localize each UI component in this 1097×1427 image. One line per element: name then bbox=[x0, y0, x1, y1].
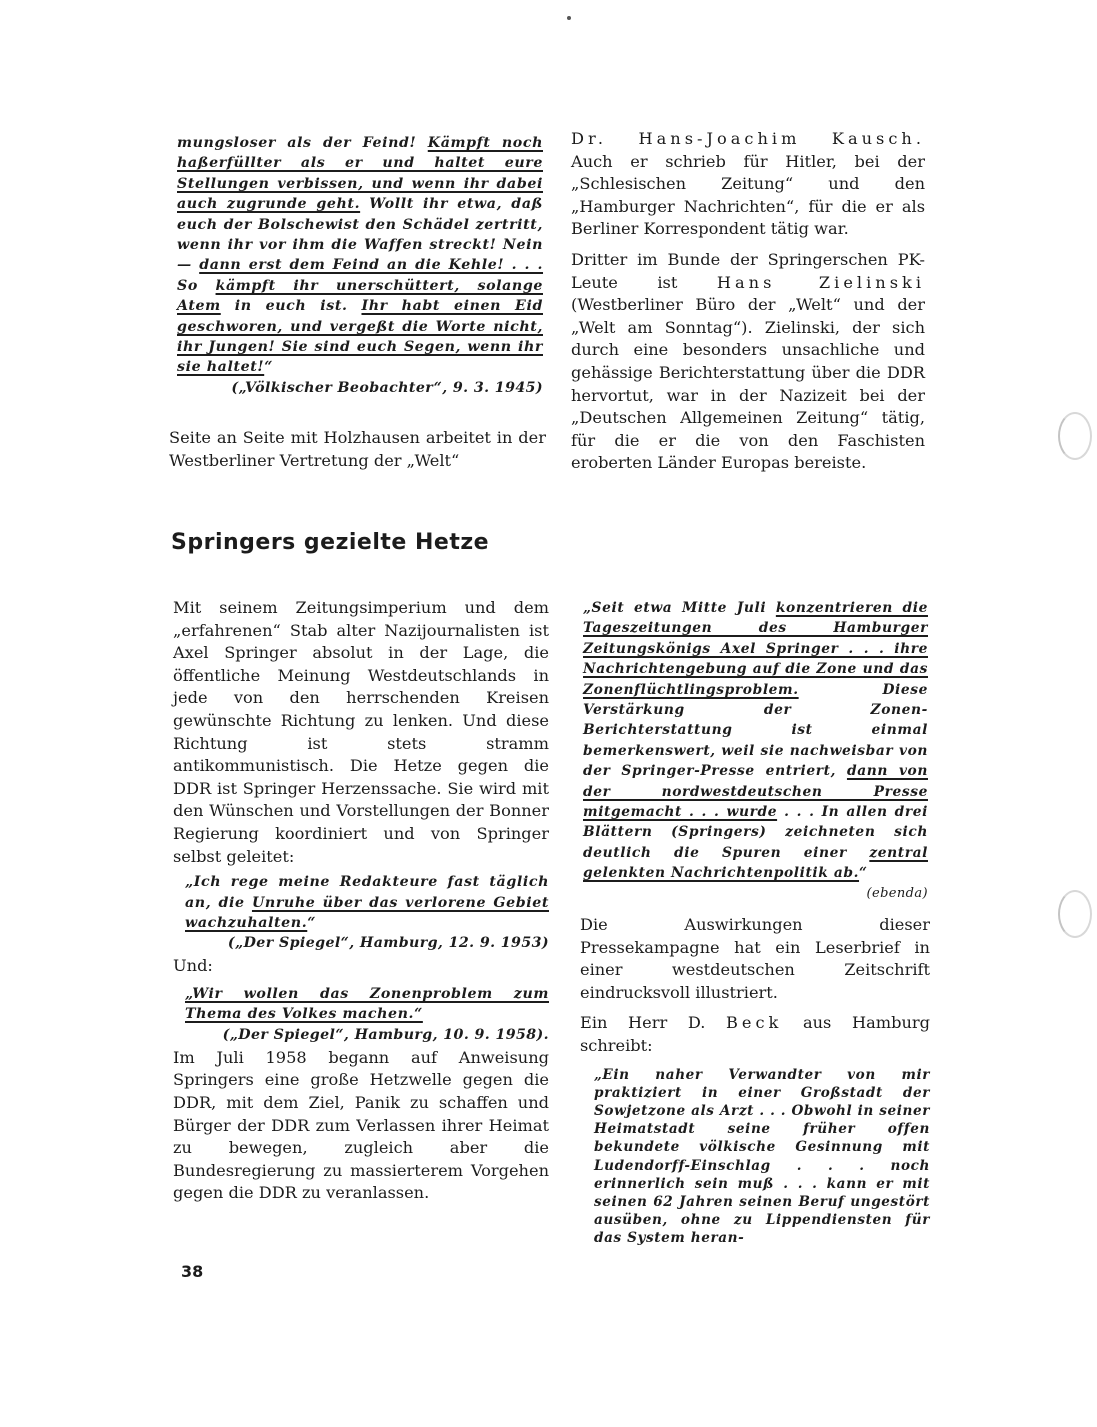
body-paragraph: Mit seinem Zeitungsimperium und dem „erfahrenen“ Stab alter Nazijournalisten ist Axel Springer absolut in der Lage, die öffentliche Meinung Westdeutschlands in jede von den herrschenden Kreisen gewünschte Richtung zu lenken. Und diese Richtung ist stets stramm antikommunistisch. Die Hetze gegen die DDR ist Springer Herzenssache. Sie wird mit den Wünschen und Vorstellungen der Bonner Regierung koordiniert und von Springer selbst geleitet: bbox=[173, 598, 549, 866]
quote-source: („Völkischer Beobachter“, 9. 3. 1945) bbox=[231, 379, 543, 396]
quote-underlined-text: Ihr habt einen Eid geschworen, und vergeßt die Worte nicht, ihr Jungen! Sie sind euch Segen, wenn ihr sie haltet! bbox=[177, 298, 543, 376]
ebenda-quote bbox=[583, 598, 928, 884]
bottom-right-text bbox=[580, 914, 930, 1248]
nazi-quote bbox=[177, 133, 543, 378]
page-number: 38 bbox=[181, 1262, 204, 1281]
quote-text: in euch ist. bbox=[220, 298, 362, 315]
quote-underlined-text: dann von der nordwestdeutschen Presse mitgemacht . . . wurde bbox=[583, 763, 928, 821]
top-right-column bbox=[571, 128, 925, 475]
body-paragraph bbox=[580, 1012, 930, 1057]
body-text: Ein Herr D. bbox=[580, 1013, 726, 1033]
quote-underlined-text: dann erst dem Feind an die Kehle! . . . bbox=[199, 257, 544, 274]
top-left-column bbox=[177, 133, 543, 400]
body-paragraph: Die Auswirkungen dieser Pressekampagne hat ein Leserbrief in einer westdeutschen Zeitschrift eindrucksvoll illustriert. bbox=[580, 915, 930, 1002]
person-name: Dr. Hans-Joachim Kausch. bbox=[571, 129, 925, 148]
quote-text: „Ich rege meine Redakteure fast täglich an, die bbox=[185, 874, 549, 911]
spiegel-quote-1 bbox=[185, 872, 549, 933]
body-text: Dritter im Bunde der Springerschen PK-Leute ist bbox=[571, 249, 925, 292]
quote-source: („Der Spiegel“, Hamburg, 12. 9. 1953) bbox=[227, 935, 549, 952]
quote-text: “ bbox=[264, 359, 273, 376]
quote-text: . . . In allen drei Blättern (Springers) zeichneten sich deutlich die Spuren einer bbox=[583, 804, 928, 861]
quote-source: (ebenda) bbox=[866, 885, 928, 901]
quote-underlined-text: zentral gelenkten Nachrichtenpolitik ab. bbox=[583, 844, 928, 882]
quote-underlined-text: kämpft ihr unerschüttert, solange Atem bbox=[177, 277, 543, 315]
section-heading: Springers gezielte Hetze bbox=[171, 530, 490, 555]
body-paragraph bbox=[571, 249, 925, 475]
body-paragraph: Im Juli 1958 begann auf Anweisung Springers eine große Hetzwelle gegen die DDR, mit dem Ziel, Panik zu schaffen und Bürger der DDR zum Verlassen ihrer Heimat zu bewegen, zugleich aber die Bundesregierung zu massierterem Vorgehen gegen die DDR zu veranlassen. bbox=[173, 1047, 549, 1203]
scan-dot bbox=[567, 16, 571, 20]
person-name: Beck bbox=[726, 1013, 783, 1033]
body-text: (Westberliner Büro der „Welt“ und der „Welt am Sonntag“). Zielinski, der sich durch eine besonders unsachliche und gehässige Berichterstattung über die DDR hervortut, war in der Nazizeit bei der „Deutschen Allgemeinen Zeitung“ tätig, für die er die von den Faschisten eroberten Länder Europas bereiste. bbox=[571, 295, 925, 473]
quote-underlined-text: „Wir wollen das Zonenproblem zum Thema des Volkes machen.“ bbox=[185, 985, 549, 1023]
body-paragraph: Und: bbox=[173, 956, 213, 976]
spiegel-quote-2 bbox=[185, 984, 549, 1025]
quote-underlined-text: Unruhe über das verlorene Gebiet wachzuhalten. bbox=[185, 894, 549, 931]
quote-text: „Seit etwa Mitte Juli bbox=[583, 600, 776, 616]
bottom-left-column bbox=[173, 597, 549, 1205]
quote-underlined-text: Kämpft noch haßerfüllter als er und haltet eure Stellungen verbissen, und wenn ihr dabei auch zugrunde geht. bbox=[177, 135, 543, 213]
quote-text: “ bbox=[307, 914, 317, 931]
punch-hole-mark-bottom bbox=[1058, 890, 1092, 938]
quote-text: mungsloser als der Feind! bbox=[177, 135, 428, 151]
punch-hole-mark-top bbox=[1058, 412, 1092, 460]
body-text: aus Hamburg schreibt: bbox=[580, 1013, 930, 1055]
quote-underlined-text: konzentrieren die Tageszeitungen des Hamburger Zeitungskönigs Axel Springer . . . ihre Nachrichtengebung auf die Zone und das Zonenflüchtlingsproblem. bbox=[583, 600, 928, 698]
body-text: Auch er schrieb für Hitler, bei der „Schlesischen Zeitung“ und den „Hamburger Nachrichten“, für die er als Berliner Korrespondent tätig war. bbox=[571, 151, 925, 239]
body-paragraph bbox=[571, 128, 925, 241]
quote-text: Wollt ihr etwa, daß euch der Bolschewist den Schädel zertritt, wenn ihr vor ihm die Waffen streckt! Nein — bbox=[177, 196, 544, 274]
person-name: Hans Zielinski bbox=[716, 272, 925, 292]
top-left-text bbox=[169, 427, 546, 472]
body-paragraph: Seite an Seite mit Holzhausen arbeitet in der Westberliner Vertretung der „Welt“ bbox=[169, 428, 546, 470]
quote-source: („Der Spiegel“, Hamburg, 10. 9. 1958). bbox=[222, 1026, 549, 1043]
letter-quote: „Ein naher Verwandter von mir praktiziert in einer Großstadt der Sowjetzone als Arzt . . . Obwohl in seiner Heimatstadt seine früher offen bekundete völkische Gesinnung mit Ludendorff-Einschlag . . . noch erinnerlich sein muß . . . kann er mit seinen 62 Jahren seinen Beruf ungestört ausüben, ohne zu Lippendiensten für das System heran- bbox=[594, 1066, 930, 1247]
quote-text: So bbox=[177, 277, 216, 294]
quote-text: “ bbox=[859, 865, 868, 882]
bottom-right-column bbox=[583, 598, 928, 905]
quote-text: Diese Verstärkung der Zonen-Berichterstattung ist einmal bemerkenswert, weil sie nachweisbar von der Springer-Presse entriert, bbox=[583, 681, 928, 780]
